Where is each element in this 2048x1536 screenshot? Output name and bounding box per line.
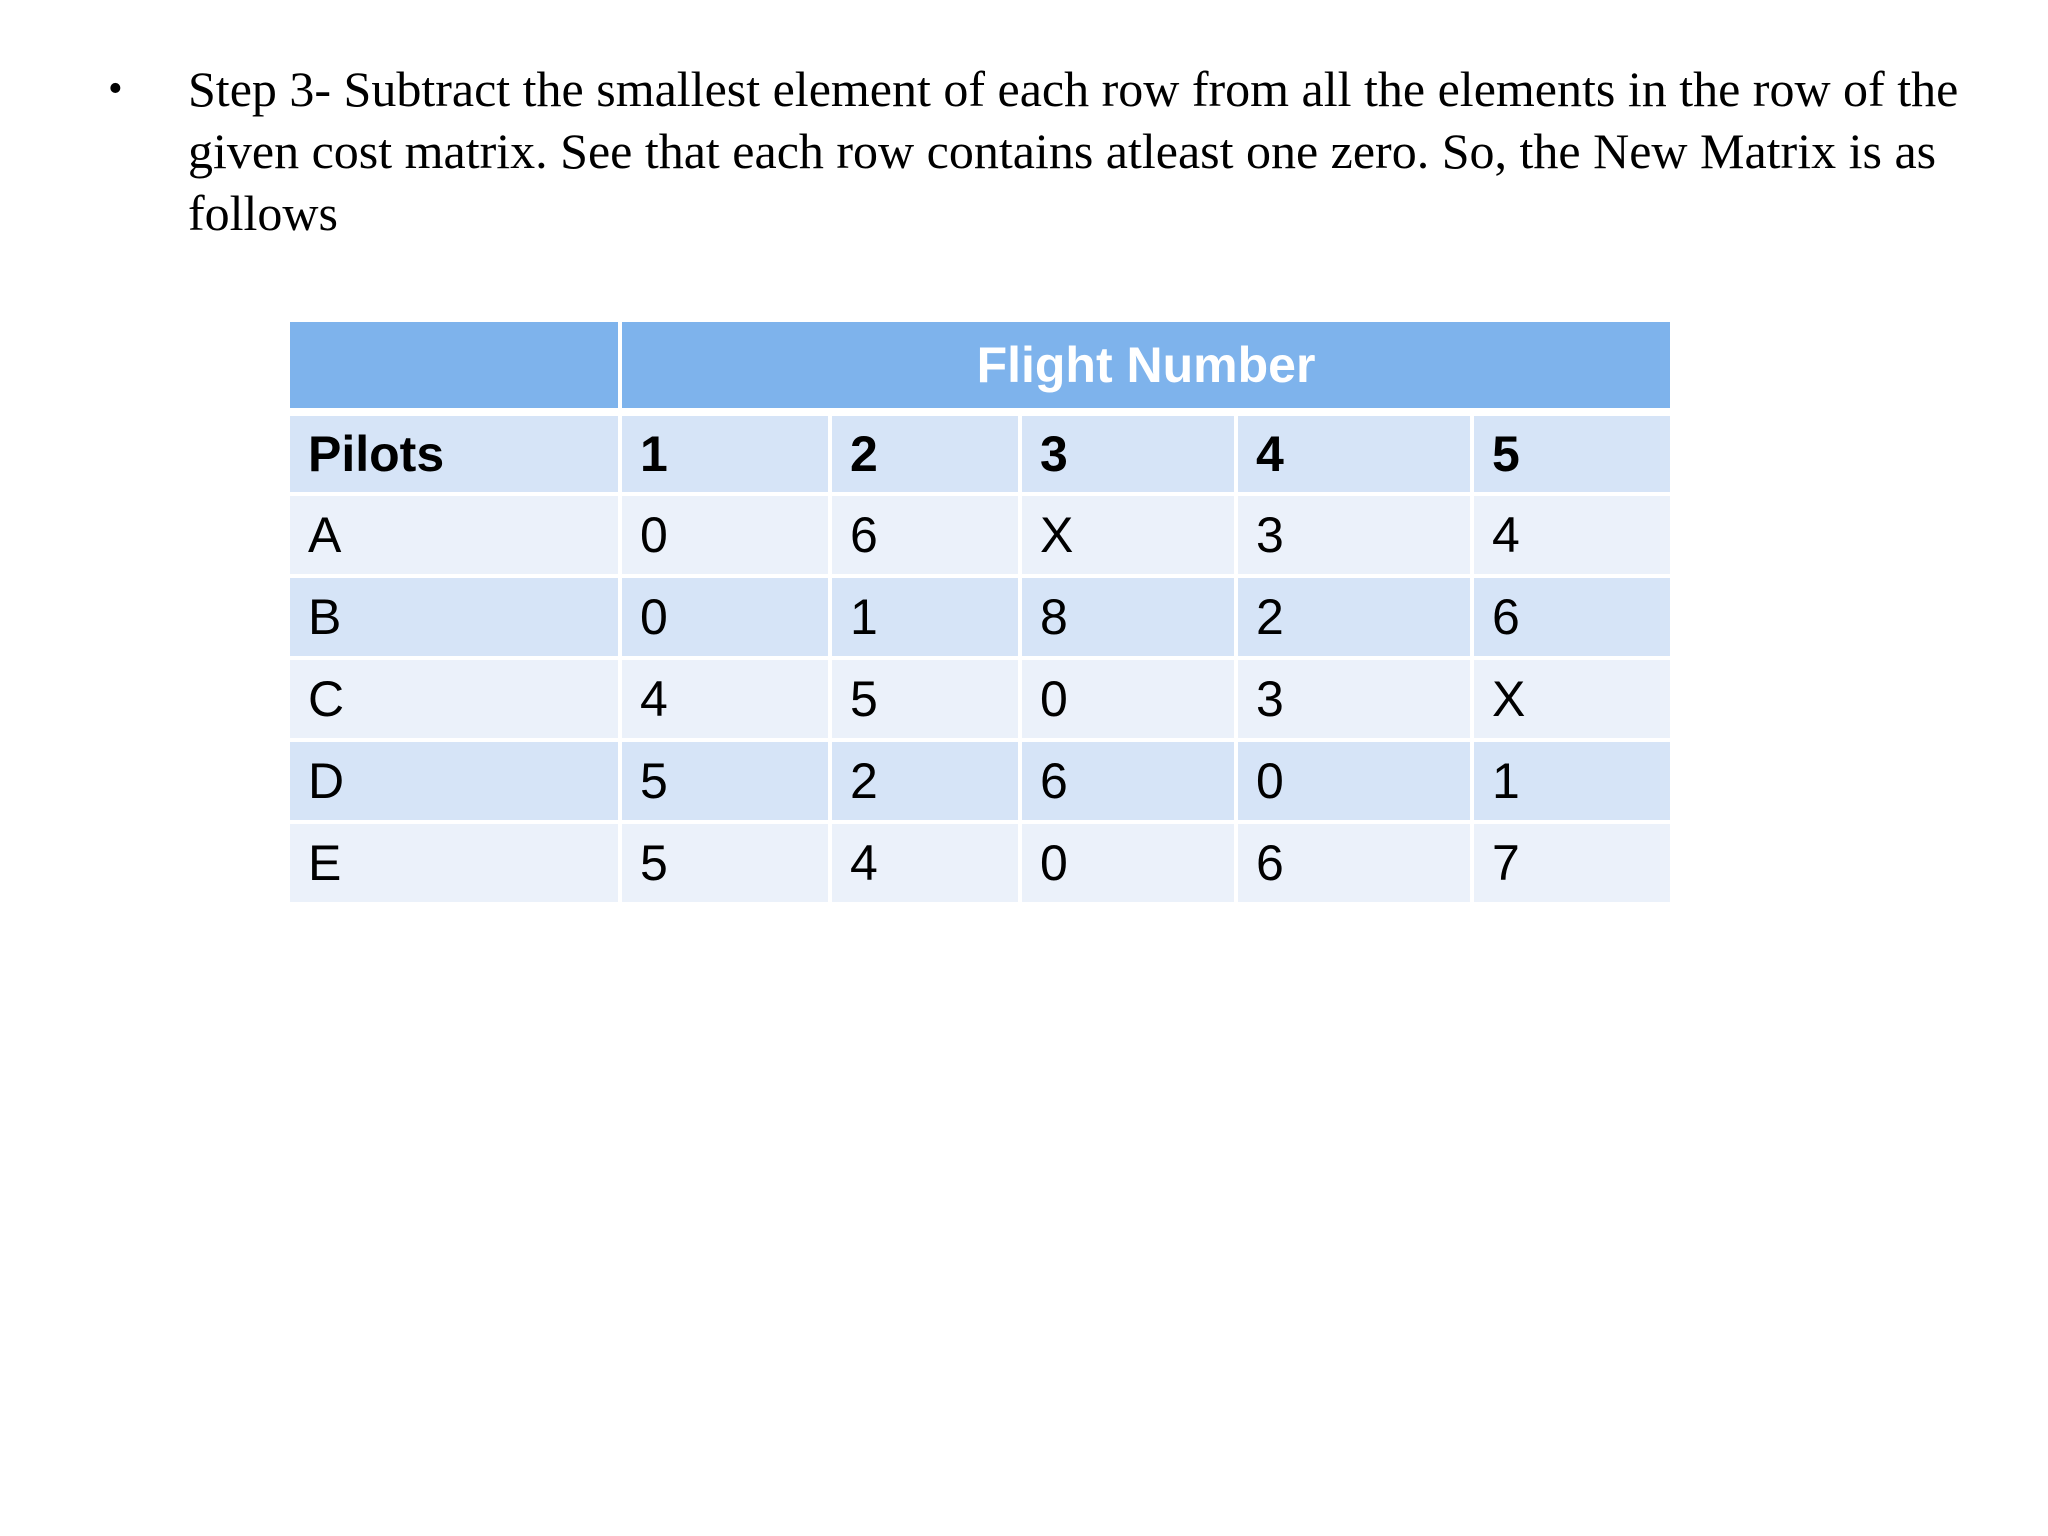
table-cell: 6 bbox=[1020, 740, 1236, 822]
pilot-label: C bbox=[288, 658, 620, 740]
table-cell: 4 bbox=[620, 658, 830, 740]
table-cell: 3 bbox=[1236, 494, 1472, 576]
table-cell: 6 bbox=[1472, 576, 1672, 658]
header-flight-4: 4 bbox=[1236, 412, 1472, 494]
table-cell: 2 bbox=[1236, 576, 1472, 658]
table-cell: 5 bbox=[620, 740, 830, 822]
table-cell: 0 bbox=[620, 494, 830, 576]
table-row bbox=[288, 822, 1672, 904]
table-cell: 4 bbox=[1472, 494, 1672, 576]
header-pilots: Pilots bbox=[288, 412, 620, 494]
table-cell: 7 bbox=[1472, 822, 1672, 904]
header-flight-5: 5 bbox=[1472, 412, 1672, 494]
table-cell: 0 bbox=[1236, 740, 1472, 822]
table-cell: 3 bbox=[1236, 658, 1472, 740]
step-description: Step 3- Subtract the smallest element of each row from all the elements in the row of the given cost matrix. See that each row contains atleast one zero. So, the New Matrix is as follows bbox=[188, 61, 1959, 241]
table-row bbox=[288, 658, 1672, 740]
table-cell: 5 bbox=[620, 822, 830, 904]
table-cell: 6 bbox=[830, 494, 1020, 576]
flight-number-title: Flight Number bbox=[620, 320, 1672, 412]
table-cell: 6 bbox=[1236, 822, 1472, 904]
table-cell: 8 bbox=[1020, 576, 1236, 658]
pilot-label: A bbox=[288, 494, 620, 576]
pilot-label: D bbox=[288, 740, 620, 822]
pilot-label: B bbox=[288, 576, 620, 658]
bullet-marker: • bbox=[108, 66, 123, 112]
table-header-row bbox=[288, 412, 1672, 494]
table-cell: 0 bbox=[1020, 658, 1236, 740]
cost-matrix-table bbox=[286, 318, 1674, 906]
table-row bbox=[288, 740, 1672, 822]
table-cell: 1 bbox=[1472, 740, 1672, 822]
table-title-row bbox=[288, 320, 1672, 412]
header-flight-3: 3 bbox=[1020, 412, 1236, 494]
table-cell: 0 bbox=[620, 576, 830, 658]
table-cell: 1 bbox=[830, 576, 1020, 658]
table-cell: 2 bbox=[830, 740, 1020, 822]
table-row bbox=[288, 576, 1672, 658]
pilot-label: E bbox=[288, 822, 620, 904]
title-blank-cell bbox=[288, 320, 620, 412]
table-cell: 5 bbox=[830, 658, 1020, 740]
table-row bbox=[288, 494, 1672, 576]
table-cell: 0 bbox=[1020, 822, 1236, 904]
table-cell: X bbox=[1472, 658, 1672, 740]
table-cell: 4 bbox=[830, 822, 1020, 904]
header-flight-1: 1 bbox=[620, 412, 830, 494]
bullet-paragraph bbox=[108, 58, 1988, 244]
table-cell: X bbox=[1020, 494, 1236, 576]
header-flight-2: 2 bbox=[830, 412, 1020, 494]
